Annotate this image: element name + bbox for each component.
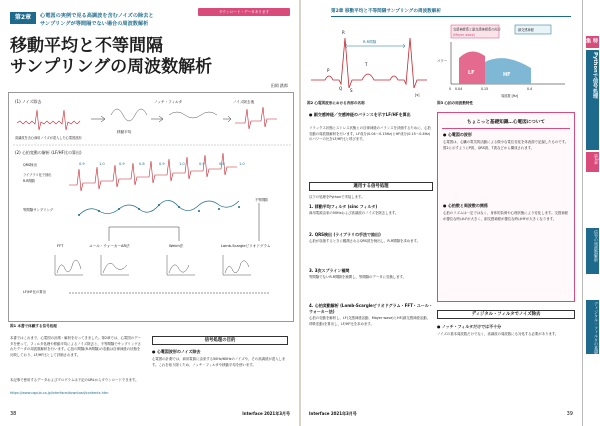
step-3-text: 等間隔でないR-R間隔を補間し、等間隔のデータに変換します。 [309, 275, 407, 279]
fig2-label-t: T [365, 62, 368, 67]
step-2-heading: 2. QRS検出 (ライブラリの手法で抽出) [309, 232, 381, 237]
side-tab-chapter[interactable]: 第2章 [586, 152, 599, 172]
step-4-text: 心拍の変動を解析し、LF(交感神経活動、Mayer wave)とHF(副交感神経活動、呼吸変動)を算出し、LF/HF比を求めます。 [309, 316, 430, 326]
fig1-method-welch: Welch法 [169, 244, 184, 248]
right-bullet-2: ● 副交感神経／交感神経のバランスを示すLF/HFを算出 [309, 112, 411, 117]
step-1-heading: 1. 移動平均フィルタ (sinc フィルタ) [309, 204, 378, 209]
figure-3-caption: 図3 心拍の周波数特性 [437, 101, 474, 105]
subtitle-line-2: サンプリングが等間隔でない場合の周波数解析 [40, 21, 149, 27]
chapter-tag: 第2章 [10, 12, 36, 24]
fig2-ecg-trace [311, 38, 427, 88]
sample-point [198, 210, 200, 212]
fig1-clean-wave [235, 107, 277, 129]
fig1-arrow-2 [151, 116, 163, 122]
author: 田岡 鉄郎 [270, 83, 288, 88]
fig1-arrow-3 [223, 116, 231, 122]
fig3-x-label: 周波数 [Hz] [501, 94, 519, 98]
knowledge-box-para-2: 心拍のリズムは一定ではなく、身体的負荷や心理状態により変化します。交感神経が優位な時はLFが大きく、副交感神経が優位な時はHFが大きくなります。 [443, 211, 569, 221]
sample-point [98, 210, 100, 212]
running-head: 第2章 移動平均と不等間隔サンプリングの周波数解析 [331, 8, 571, 17]
fig1-nonuniform-label: 不等間隔 [255, 198, 268, 202]
fig1-rr-lib-label: ライブラリ化で抽出 [23, 173, 52, 177]
download-badge[interactable]: ダウンロード・データあります [198, 8, 290, 16]
fig3-mayer-label: (Mayer wave) [453, 33, 475, 37]
fig1-qrs-label: QRS検出 [23, 163, 37, 167]
spectrum-lomb [223, 255, 251, 275]
step-1-text: 商用電源由来の50Hzおよび高調波のノイズを除去します。 [309, 211, 399, 215]
fig1-interp-label: 等間隔サンプリング [23, 208, 54, 212]
fig2-label-q: Q [339, 86, 343, 91]
fig1-panel-a-label: (1) ノイズ除去 [15, 99, 42, 104]
knowledge-box [437, 112, 575, 302]
rr-value: 0.9 [199, 162, 205, 166]
side-tab-main[interactable]: Pythonで信号処理 [586, 50, 599, 150]
step-2-text: 心拍が収縮するときに観測されるQRS波を検出し、R-R間隔を求めます。 [309, 239, 421, 243]
sample-point [178, 206, 180, 208]
fig2-label-s: S [350, 88, 353, 93]
sample-point [118, 208, 120, 210]
fig1-rr-values [79, 162, 245, 166]
fig1-spectra [55, 255, 251, 275]
figure-1 [8, 92, 294, 322]
fig3-y-label: パワー [437, 59, 448, 63]
rr-value: 1.0 [179, 162, 185, 166]
fig2-rr-label: R-R間隔 [363, 40, 377, 44]
fig1-cleaned-label: ノイズ除去後 [233, 100, 255, 104]
rr-value: 0.8 [219, 162, 225, 166]
knowledge-box-title: ちょこっと基礎知識…心電図について [442, 117, 570, 129]
fig1-arrow-1 [91, 116, 105, 122]
left-page [0, 0, 299, 426]
rr-value: 1.0 [99, 162, 105, 166]
fig3-lf-label: LF [468, 70, 475, 76]
rr-value: 1.0 [239, 162, 245, 166]
side-tab-section-b[interactable]: ディジタル・フィルタの基礎 [586, 300, 599, 354]
fig1-method-fft: FFT [57, 244, 64, 248]
figure-2 [305, 22, 429, 100]
download-url[interactable]: https://www.cqpub.co.jp/interface/download/contents.htm [10, 391, 109, 395]
fig1-panel-b-label: (2) 心拍変動の解析 (LF/HF比の算出) [15, 150, 82, 155]
right-bullet-3: ● ノッチ・フィルタだけでは不十分 [437, 324, 502, 329]
figure-2-ecg [305, 22, 429, 100]
rr-value: 0.9 [159, 162, 165, 166]
sample-point [138, 208, 140, 210]
fig2-x-unit: [s] [415, 93, 420, 97]
left-footer: Interface 2021年3月号 [242, 411, 290, 416]
fig1-moving-avg-label: 移動平均 [117, 130, 132, 134]
right-page-number: 39 [566, 411, 573, 417]
fig1-filter-response [111, 109, 147, 121]
subtitle-line-1: 心電図の実例で見る高調波を含むノイズの除去と [40, 13, 154, 19]
sample-point [218, 208, 220, 210]
steps-intro: 以下の処理をPythonで実装します。 [309, 195, 365, 199]
spectrum-fft [55, 255, 83, 275]
figure-1-caption: 図1 本書で体験する信号処理 [10, 324, 57, 328]
spectrum-yule [101, 255, 129, 275]
figure-2-caption: 図2 心電図波形における各部の名称 [307, 101, 365, 105]
left-page-number: 38 [10, 411, 17, 417]
fig1-result-label: LF/HF比の算出 [23, 290, 47, 294]
article-title-1: 移動平均と不等間隔 [10, 36, 163, 56]
left-para-1: 心電図の計測では、商用電源に由来する50Hz/60Hzのノイズや、その高調波が混入します。これを取り除くため、ノッチ・フィルタや移動平均を使います。 [152, 357, 286, 367]
figure-3 [435, 22, 575, 100]
fig2-rr-arrow [345, 44, 405, 48]
fig3-tick: 0.15 [481, 87, 489, 91]
fig1-interp-curve [79, 200, 239, 215]
step-4-heading: 4. 心拍変動解析 (Lomb-Scargleピリオドグラム・FFT・ユール・ウォーカー法) [309, 303, 433, 314]
spectrum-welch [167, 255, 195, 275]
sample-point [158, 204, 160, 206]
knowledge-box-para-1: 心電図は、心臓の電気的活動による微小な電位変化を体表面で記録したものです。図2に示すようにP波、QRS波、T波などから構成されます。 [443, 140, 569, 150]
fig1-branch-lines [109, 227, 179, 241]
rr-value: 0.8 [139, 162, 145, 166]
rr-value: 0.9 [119, 162, 125, 166]
article-title-2: サンプリングの周波数解析 [10, 57, 213, 77]
figure-3-spectrum [435, 22, 575, 100]
fig2-label-r: R [342, 30, 345, 35]
right-para-2: リラックス状態とストレス状態との自律神経のバランスを評価するために、心拍変動の周波数解析を行います。LF成分(0.04〜0.15Hz)とHF成分(0.15〜0.4Hz)のパワーの比をLF/HF比と呼びます。 [309, 126, 431, 142]
fig3-hf-label: HF [503, 72, 511, 78]
left-bullet-1: ● 心電図波形のノイズ除去 [152, 349, 201, 354]
side-index [582, 0, 600, 426]
sample-point [238, 206, 240, 208]
right-page [301, 0, 600, 426]
fig3-hf-note: 副交感神経 [518, 28, 534, 32]
side-tab-special[interactable]: 特集 [586, 36, 599, 48]
fig3-tick: 0.04 [455, 87, 463, 91]
fig3-tick: 0 [449, 87, 452, 91]
fig1-ecg-trace [69, 153, 237, 191]
fig3-tick: 0.4 [527, 87, 533, 91]
section-heading-purpose: 信号処理の目的 [152, 336, 288, 345]
fig1-method-lomb: Lomb-Scargleピリオドグラム [221, 244, 271, 248]
right-footer: Interface 2021年3月号 [309, 411, 357, 416]
fig1-sample-points [78, 204, 240, 216]
side-tab-section-a[interactable]: 信号の周波数解析 [586, 228, 599, 274]
right-para-3: ノイズの基本周波数だけでなく、高調波の周波数にも対処する必要があります。 [437, 332, 559, 336]
knowledge-box-bullet-1: ● 心電図の波形 [443, 132, 472, 137]
left-download-note: 本記事で使用するデータおよびプログラムは下記のURLからダウンロードできます。 [10, 378, 139, 382]
fig3-lf-note: 交感神経系と副交感神経系の両方 [453, 27, 501, 32]
fig1-method-yule: ユール・ウォーカーAR法 [89, 244, 130, 248]
fig3-lf-band [459, 51, 485, 84]
fig1-rr-sub-label: R-R間隔 [23, 179, 35, 183]
figure-1-diagram [9, 93, 295, 323]
step-3-heading: 3. 3次スプライン補間 [309, 268, 350, 273]
fig1-noisy-label: 高調波を含む商用ノイズが混入した心電図波形 [15, 136, 82, 140]
fig1-notch-response [169, 112, 217, 118]
fig2-label-p: P [327, 68, 330, 73]
sample-point [78, 214, 80, 216]
section-heading-applied: 適用する信号処理 [309, 182, 433, 191]
left-intro-text: 本書ではこれまで、心電図の計測・解析を行ってきました。第2章では、心電図のデータを使って、フィルタ処理や移動平均によるノイズ除去と、不等間隔でサンプリングされたデータの周波数解析を行います。心拍の間隔(R-R間隔)の変動は自律神経の状態を反映しており、LF/HF比として評価されます。 [10, 336, 142, 357]
knowledge-box-bullet-2: ● 心拍数と周波数の関係 [443, 203, 488, 208]
fig1-noisy-wave [17, 110, 80, 130]
section-heading-digital-filter: ディジタル・フィルタでノイズ除去 [437, 310, 575, 319]
fig1-notch-label: ノッチ・フィルタ [154, 100, 183, 104]
rr-value: 0.9 [79, 162, 85, 166]
